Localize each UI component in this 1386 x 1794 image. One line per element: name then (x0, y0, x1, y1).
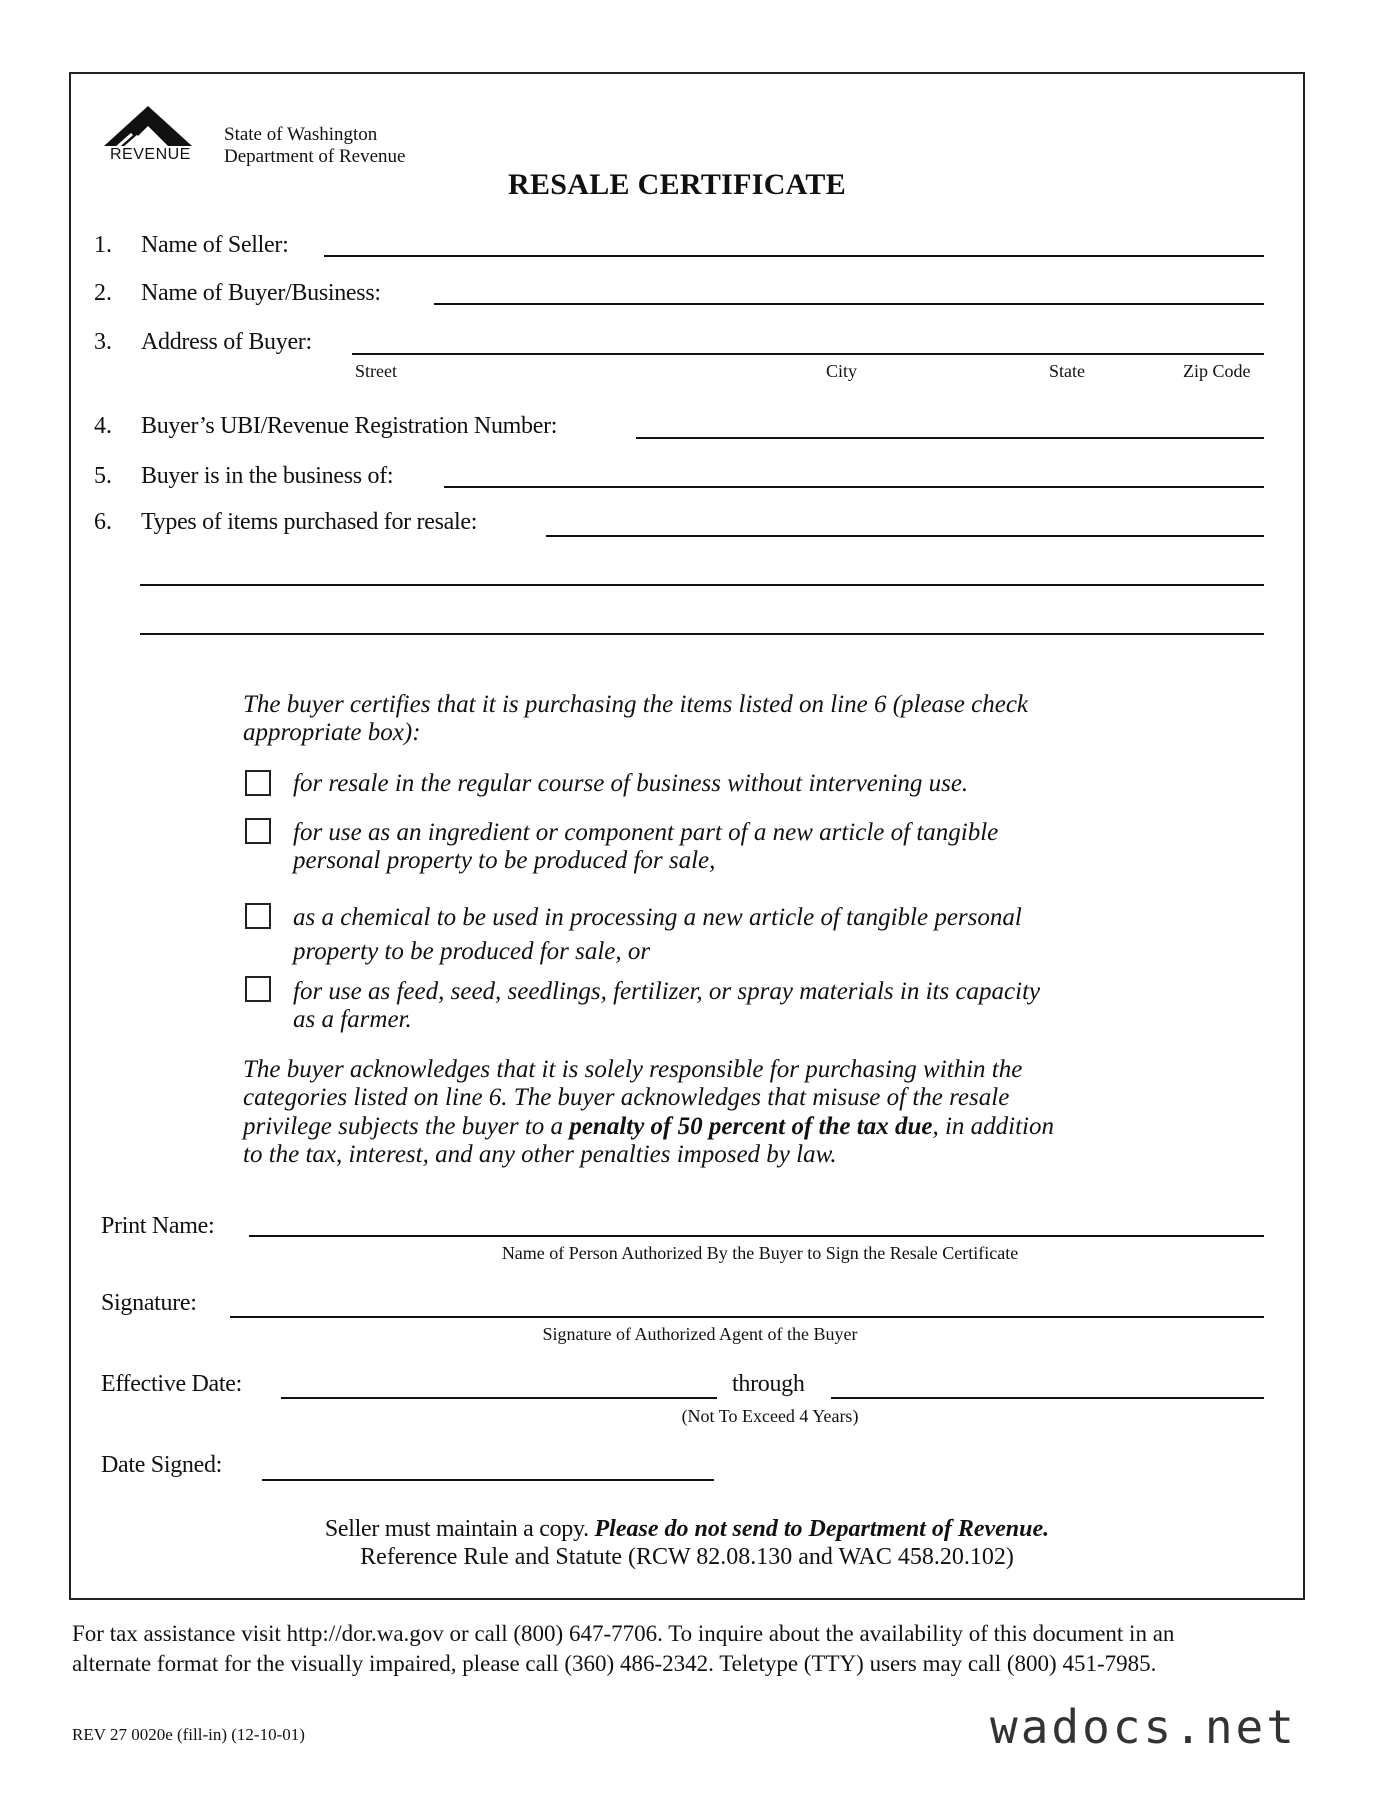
certify-intro-line-2: appropriate box): (243, 719, 421, 746)
checkbox-resale[interactable] (245, 770, 271, 796)
field-number-2: 2. (94, 280, 112, 306)
certify-intro-line-1: The buyer certifies that it is purchasing the items listed on line 6 (please check (243, 691, 1029, 718)
state-caption: State (1049, 361, 1085, 381)
field-number-4: 4. (94, 413, 112, 439)
ubi-number-label: Buyer’s UBI/Revenue Registration Number: (141, 413, 558, 439)
option-chemical-line-2: property to be produced for sale, or (293, 938, 651, 965)
date-signed-field[interactable] (262, 1479, 714, 1481)
business-type-field[interactable] (444, 486, 1264, 488)
agency-line-1: State of Washington (224, 124, 378, 145)
field-number-6: 6. (94, 509, 112, 535)
penalty-emphasis: penalty of 50 percent of the tax due (569, 1113, 933, 1140)
option-chemical-line-1: as a chemical to be used in processing a new article of tangible personal (293, 904, 1022, 931)
business-type-label: Buyer is in the business of: (141, 463, 394, 489)
buyer-address-field[interactable] (352, 353, 1264, 355)
items-purchased-field-2[interactable] (140, 584, 1264, 586)
through-label: through (732, 1371, 805, 1397)
option-ingredient-line-2: personal property to be produced for sale, (293, 847, 716, 874)
buyer-address-label: Address of Buyer: (141, 329, 312, 355)
acknowledgement-line-3-post: , in addition (932, 1113, 1055, 1140)
zip-code-caption: Zip Code (1183, 361, 1251, 381)
watermark: wadocs.net (990, 1700, 1297, 1754)
effective-date-label: Effective Date: (101, 1371, 242, 1397)
street-caption: Street (355, 361, 397, 381)
effective-date-through-field[interactable] (831, 1397, 1264, 1399)
buyer-name-field[interactable] (434, 303, 1264, 305)
logo-text: REVENUE (110, 146, 191, 163)
date-signed-label: Date Signed: (101, 1452, 223, 1478)
items-purchased-field-3[interactable] (140, 633, 1264, 635)
buyer-name-label: Name of Buyer/Business: (141, 280, 381, 306)
acknowledgement-line-4: to the tax, interest, and any other penalties imposed by law. (243, 1141, 837, 1168)
print-name-caption: Name of Person Authorized By the Buyer to Sign the Resale Certificate (501, 1243, 1019, 1263)
field-number-3: 3. (94, 329, 112, 355)
tax-assistance-line-2: alternate format for the visually impaired, please call (360) 486-2342. Teletype (TTY) users may call (800) 451-7985. (72, 1651, 1157, 1676)
checkbox-ingredient[interactable] (245, 818, 271, 844)
city-caption: City (826, 361, 858, 381)
items-purchased-field-1[interactable] (546, 535, 1264, 537)
tax-assistance-line-1: For tax assistance visit http://dor.wa.gov or call (800) 647-7706. To inquire about the availability of this document in an (72, 1621, 1175, 1646)
signature-field[interactable] (230, 1316, 1264, 1318)
field-number-5: 5. (94, 463, 112, 489)
field-number-1: 1. (94, 232, 112, 258)
acknowledgement-line-3-pre: privilege subjects the buyer to a (243, 1113, 570, 1140)
ubi-number-field[interactable] (636, 437, 1264, 439)
seller-name-field[interactable] (324, 255, 1264, 257)
seller-notice-emphasis: Please do not send to Department of Revenue. (594, 1516, 1050, 1542)
acknowledgement-line-1: The buyer acknowledges that it is solely responsible for purchasing within the (243, 1056, 1023, 1083)
seller-notice-plain: Seller must maintain a copy. (324, 1516, 595, 1542)
page-title: RESALE CERTIFICATE (508, 168, 847, 201)
effective-date-caption: (Not To Exceed 4 Years) (681, 1406, 859, 1426)
acknowledgement-line-3 (243, 1113, 1054, 1141)
option-resale-text: for resale in the regular course of business without intervening use. (293, 770, 969, 797)
seller-notice-line-2: Reference Rule and Statute (RCW 82.08.130 and WAC 458.20.102) (360, 1544, 1014, 1570)
option-ingredient-line-1: for use as an ingredient or component part of a new article of tangible (293, 819, 999, 846)
signature-caption: Signature of Authorized Agent of the Buyer (542, 1324, 858, 1344)
option-farmer-line-2: as a farmer. (293, 1006, 412, 1033)
print-name-field[interactable] (249, 1235, 1264, 1237)
items-purchased-label: Types of items purchased for resale: (141, 509, 478, 535)
seller-name-label: Name of Seller: (141, 232, 289, 258)
checkbox-farmer[interactable] (245, 976, 271, 1002)
revenue-logo (100, 104, 195, 166)
acknowledgement-line-2: categories listed on line 6. The buyer acknowledges that misuse of the resale (243, 1084, 1010, 1111)
checkbox-chemical[interactable] (245, 903, 271, 929)
form-code: REV 27 0020e (fill-in) (12-10-01) (72, 1725, 305, 1744)
print-name-label: Print Name: (101, 1213, 215, 1239)
option-farmer-line-1: for use as feed, seed, seedlings, fertilizer, or spray materials in its capacity (293, 978, 1041, 1005)
seller-notice-line-1 (69, 1516, 1305, 1543)
signature-label: Signature: (101, 1290, 197, 1316)
agency-line-2: Department of Revenue (224, 146, 406, 167)
effective-date-from-field[interactable] (281, 1397, 717, 1399)
